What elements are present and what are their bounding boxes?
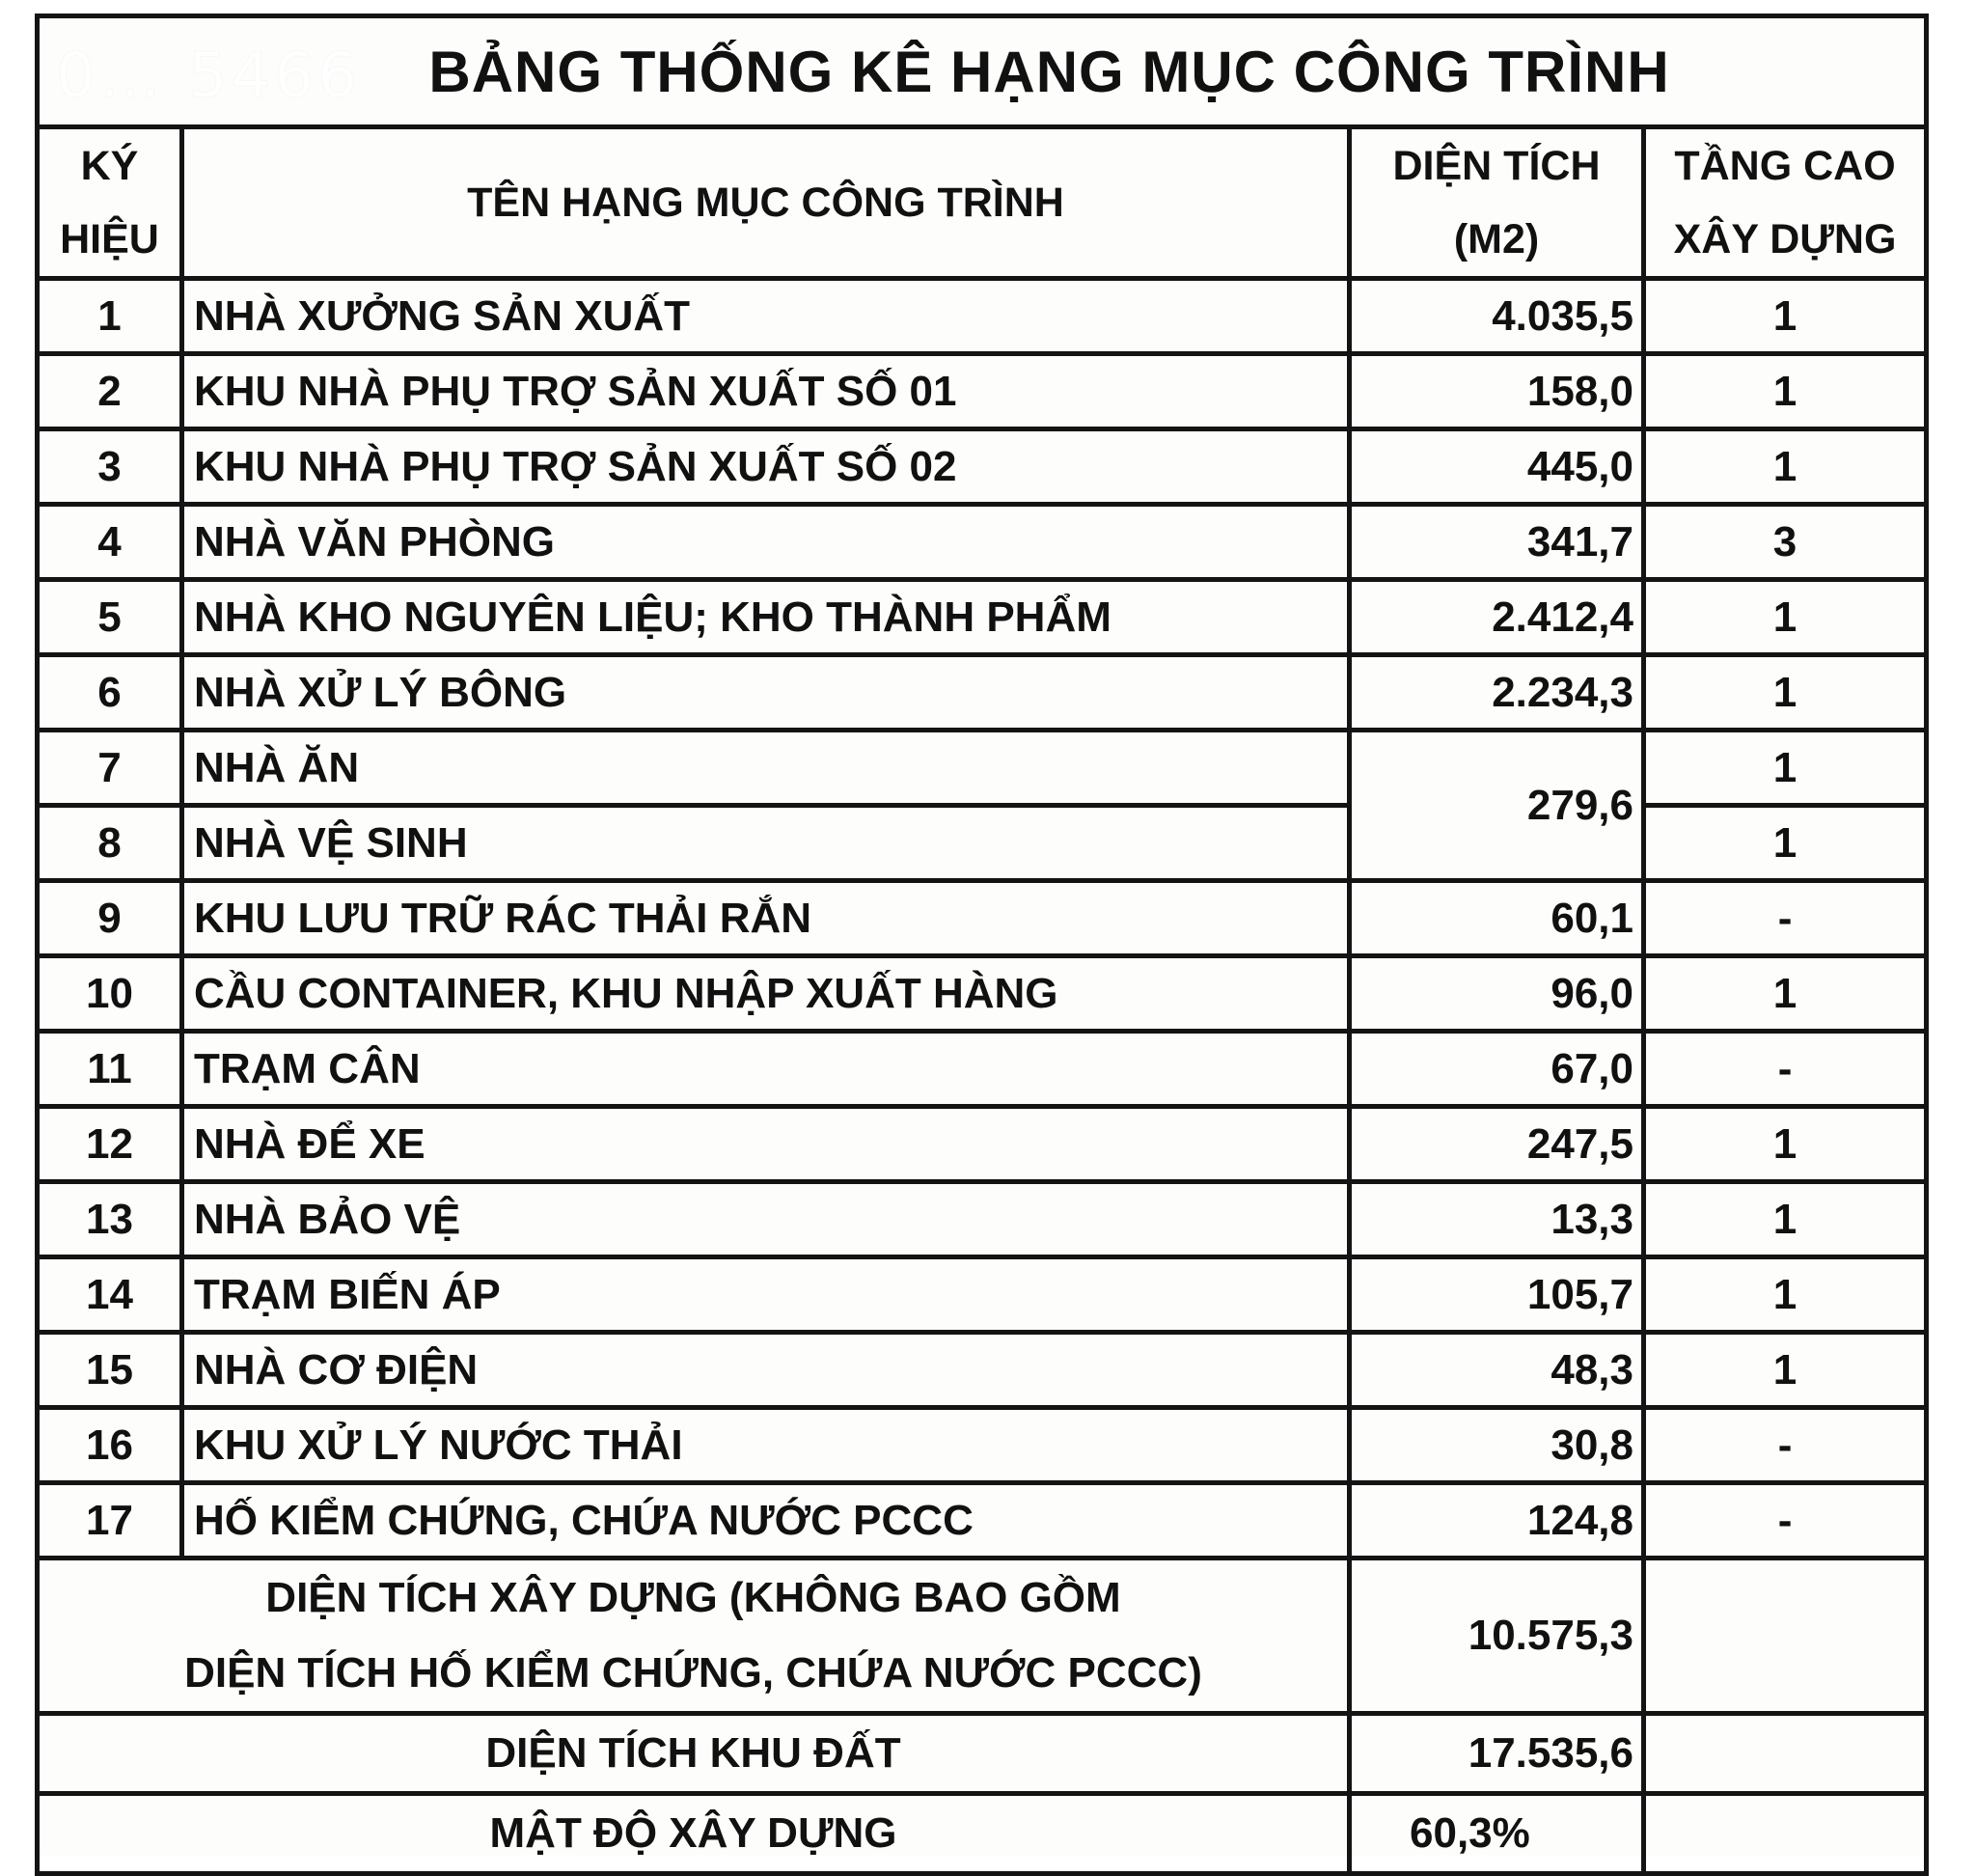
row-area: 4.035,5 xyxy=(1350,279,1644,354)
table-row xyxy=(38,1182,1927,1257)
row-name: TRẠM CÂN xyxy=(182,1032,1350,1107)
table-row xyxy=(38,956,1927,1032)
table-row xyxy=(38,806,1927,881)
row-name: KHU NHÀ PHỤ TRỢ SẢN XUẤT SỐ 02 xyxy=(182,429,1350,505)
column-header-area xyxy=(1350,127,1644,279)
built-area-label xyxy=(38,1559,1350,1714)
density-empty-cell xyxy=(1644,1794,1927,1874)
row-area: 67,0 xyxy=(1350,1032,1644,1107)
building-statistics-table xyxy=(35,14,1929,1876)
row-name: NHÀ CƠ ĐIỆN xyxy=(182,1333,1350,1408)
row-symbol: 8 xyxy=(38,806,182,881)
table-row xyxy=(38,881,1927,956)
column-header-symbol xyxy=(38,127,182,279)
row-area: 13,3 xyxy=(1350,1182,1644,1257)
land-area-label: DIỆN TÍCH KHU ĐẤT xyxy=(38,1714,1350,1794)
table-row xyxy=(38,1333,1927,1408)
density-value: 60,3% xyxy=(1350,1794,1644,1874)
row-symbol: 6 xyxy=(38,655,182,731)
row-name: NHÀ BẢO VỆ xyxy=(182,1182,1350,1257)
row-name: TRẠM BIẾN ÁP xyxy=(182,1257,1350,1333)
header-area-line1: DIỆN TÍCH xyxy=(1392,143,1601,189)
built-area-label-line1: DIỆN TÍCH XÂY DỰNG (KHÔNG BAO GỒM xyxy=(265,1574,1121,1621)
row-area: 105,7 xyxy=(1350,1257,1644,1333)
table-row xyxy=(38,354,1927,429)
table-row xyxy=(38,655,1927,731)
row-name: NHÀ ĐỂ XE xyxy=(182,1107,1350,1182)
density-label: MẬT ĐỘ XÂY DỰNG xyxy=(38,1794,1350,1874)
table-row xyxy=(38,1257,1927,1333)
table-row xyxy=(38,1107,1927,1182)
table-row xyxy=(38,1483,1927,1559)
row-symbol: 16 xyxy=(38,1408,182,1483)
row-symbol: 1 xyxy=(38,279,182,354)
header-symbol-line1: KÝ xyxy=(80,143,139,189)
table-title: BẢNG THỐNG KÊ HẠNG MỤC CÔNG TRÌNH xyxy=(38,16,1927,127)
header-symbol-line2: HIỆU xyxy=(60,216,159,262)
row-name: KHU NHÀ PHỤ TRỢ SẢN XUẤT SỐ 01 xyxy=(182,354,1350,429)
row-floors: 1 xyxy=(1644,655,1927,731)
row-area: 247,5 xyxy=(1350,1107,1644,1182)
row-symbol: 9 xyxy=(38,881,182,956)
header-area-line2: (M2) xyxy=(1453,216,1540,262)
row-area: 2.234,3 xyxy=(1350,655,1644,731)
row-area: 30,8 xyxy=(1350,1408,1644,1483)
row-area: 48,3 xyxy=(1350,1333,1644,1408)
row-symbol: 7 xyxy=(38,731,182,806)
row-name: NHÀ VỆ SINH xyxy=(182,806,1350,881)
table-row xyxy=(38,731,1927,806)
row-name: CẦU CONTAINER, KHU NHẬP XUẤT HÀNG xyxy=(182,956,1350,1032)
row-floors: 1 xyxy=(1644,429,1927,505)
row-floors: 3 xyxy=(1644,505,1927,580)
summary-row-density xyxy=(38,1794,1927,1874)
row-symbol: 15 xyxy=(38,1333,182,1408)
row-symbol: 14 xyxy=(38,1257,182,1333)
row-area: 60,1 xyxy=(1350,881,1644,956)
row-floors: - xyxy=(1644,1032,1927,1107)
row-floors: - xyxy=(1644,881,1927,956)
row-floors: 1 xyxy=(1644,956,1927,1032)
table-row xyxy=(38,580,1927,655)
row-name: NHÀ KHO NGUYÊN LIỆU; KHO THÀNH PHẨM xyxy=(182,580,1350,655)
row-floors: 1 xyxy=(1644,806,1927,881)
row-area: 158,0 xyxy=(1350,354,1644,429)
row-name: NHÀ ĂN xyxy=(182,731,1350,806)
row-area: 445,0 xyxy=(1350,429,1644,505)
land-area-value: 17.535,6 xyxy=(1350,1714,1644,1794)
row-symbol: 12 xyxy=(38,1107,182,1182)
row-symbol: 10 xyxy=(38,956,182,1032)
row-symbol: 13 xyxy=(38,1182,182,1257)
header-floors-line2: XÂY DỰNG xyxy=(1673,216,1897,262)
row-name: KHU XỬ LÝ NƯỚC THẢI xyxy=(182,1408,1350,1483)
row-symbol: 3 xyxy=(38,429,182,505)
built-area-value: 10.575,3 xyxy=(1350,1559,1644,1714)
row-symbol: 17 xyxy=(38,1483,182,1559)
built-area-empty-cell xyxy=(1644,1559,1927,1714)
row-floors: 1 xyxy=(1644,1257,1927,1333)
row-area: 2.412,4 xyxy=(1350,580,1644,655)
row-name: KHU LƯU TRỮ RÁC THẢI RẮN xyxy=(182,881,1350,956)
document-sheet xyxy=(35,14,1924,1855)
header-row xyxy=(38,127,1927,279)
row-symbol: 11 xyxy=(38,1032,182,1107)
row-symbol: 5 xyxy=(38,580,182,655)
row-name: NHÀ XỬ LÝ BÔNG xyxy=(182,655,1350,731)
row-area: 341,7 xyxy=(1350,505,1644,580)
row-floors: 1 xyxy=(1644,580,1927,655)
summary-row-built-area xyxy=(38,1559,1927,1714)
summary-row-land-area xyxy=(38,1714,1927,1794)
row-floors: 1 xyxy=(1644,279,1927,354)
table-row xyxy=(38,429,1927,505)
row-floors: 1 xyxy=(1644,1333,1927,1408)
row-name: HỐ KIỂM CHỨNG, CHỨA NƯỚC PCCC xyxy=(182,1483,1350,1559)
table-row xyxy=(38,1032,1927,1107)
row-area: 96,0 xyxy=(1350,956,1644,1032)
row-floors: 1 xyxy=(1644,1182,1927,1257)
table-row xyxy=(38,505,1927,580)
column-header-name: TÊN HẠNG MỤC CÔNG TRÌNH xyxy=(182,127,1350,279)
land-area-empty-cell xyxy=(1644,1714,1927,1794)
row-floors: 1 xyxy=(1644,354,1927,429)
row-floors: 1 xyxy=(1644,731,1927,806)
row-name: NHÀ VĂN PHÒNG xyxy=(182,505,1350,580)
row-area-merged: 279,6 xyxy=(1350,731,1644,881)
row-symbol: 2 xyxy=(38,354,182,429)
row-area: 124,8 xyxy=(1350,1483,1644,1559)
row-floors: - xyxy=(1644,1483,1927,1559)
watermark-text: 0… 5466 xyxy=(56,41,361,112)
row-name: NHÀ XƯỞNG SẢN XUẤT xyxy=(182,279,1350,354)
table-row xyxy=(38,279,1927,354)
table-row xyxy=(38,1408,1927,1483)
column-header-floors xyxy=(1644,127,1927,279)
built-area-label-line2: DIỆN TÍCH HỐ KIỂM CHỨNG, CHỨA NƯỚC PCCC) xyxy=(184,1649,1202,1697)
row-floors: - xyxy=(1644,1408,1927,1483)
header-floors-line1: TẦNG CAO xyxy=(1674,143,1896,189)
row-symbol: 4 xyxy=(38,505,182,580)
row-floors: 1 xyxy=(1644,1107,1927,1182)
